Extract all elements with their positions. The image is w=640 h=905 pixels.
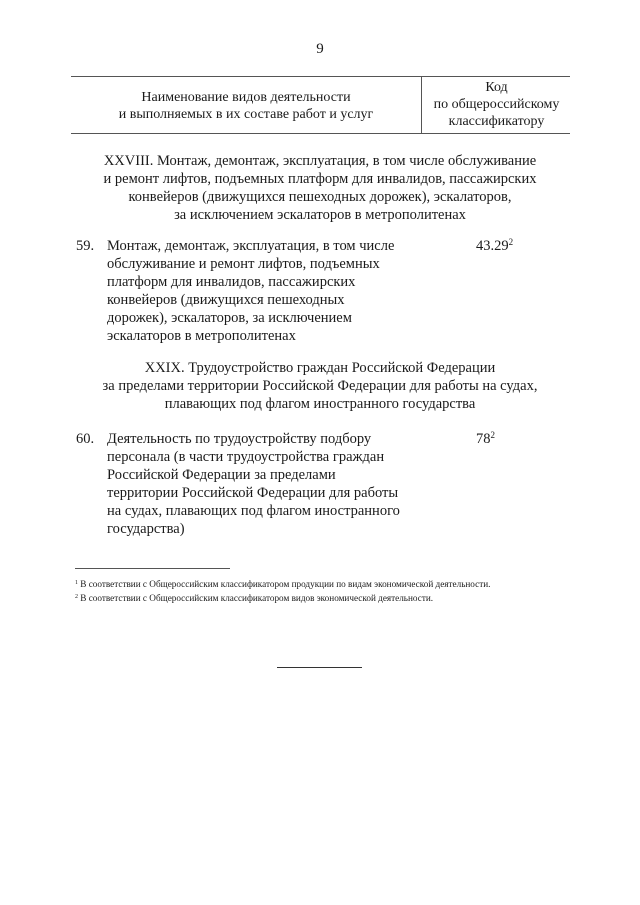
section-title-line: конвейеров (движущихся пешеходных дорожек), эскалаторов, <box>128 189 512 205</box>
item-code-footnote-mark: 2 <box>490 430 495 440</box>
footnote-mark: 1 <box>75 580 78 586</box>
footnote-separator <box>75 568 230 569</box>
table-header-code <box>423 79 570 130</box>
item-code-value: 43.29 <box>476 238 509 254</box>
header-line: Наименование видов деятельности <box>141 90 351 105</box>
table-top-rule <box>71 76 570 77</box>
document-end-rule <box>277 667 362 668</box>
item-line: конвейеров (движущихся пешеходных <box>107 292 345 308</box>
item-code <box>476 237 546 255</box>
item-code-footnote-mark: 2 <box>508 237 514 247</box>
item-line: территории Российской Федерации для работы <box>107 485 399 501</box>
footnote-mark: 2 <box>75 594 78 600</box>
page-number: 9 <box>316 41 324 57</box>
table-header-bottom-rule <box>71 133 570 134</box>
header-line: по общероссийскому <box>433 97 560 112</box>
item-line: государства) <box>107 521 185 537</box>
footnote-text: В соответствии с Общероссийским классификатором продукции по видам экономической деятельности. <box>80 579 491 589</box>
item-line: Российской Федерации за пределами <box>107 467 336 483</box>
section-title-line: за пределами территории Российской Федерации для работы на судах, <box>102 378 538 394</box>
item-number: 59. <box>76 238 95 254</box>
item-description <box>107 430 427 538</box>
section-title <box>71 152 569 224</box>
table-header-activity <box>71 89 421 123</box>
item-line: обслуживание и ремонт лифтов, подъемных <box>107 256 380 272</box>
footnotes <box>75 578 570 606</box>
header-line: Код <box>485 80 508 95</box>
item-line: Деятельность по трудоустройству подбору <box>107 431 372 447</box>
header-line: классификатору <box>448 114 545 129</box>
section-title-line: XXIX. Трудоустройство граждан Российской Федерации <box>144 360 496 376</box>
section-title-line: за исключением эскалаторов в метрополитенах <box>174 207 466 223</box>
footnote-text: В соответствии с Общероссийским классификатором видов экономической деятельности. <box>80 593 434 603</box>
item-code-value: 78 <box>476 431 491 447</box>
item-line: дорожек), эскалаторов, за исключением <box>107 310 352 326</box>
item-code <box>476 430 546 448</box>
section-title-line: и ремонт лифтов, подъемных платформ для инвалидов, пассажирских <box>103 171 537 187</box>
header-line: и выполняемых в их составе работ и услуг <box>118 107 374 122</box>
table-column-divider <box>421 76 422 133</box>
item-description <box>107 237 427 345</box>
item-line: Монтаж, демонтаж, эксплуатация, в том числе <box>107 238 395 254</box>
item-number: 60. <box>76 431 95 447</box>
section-title-line: XXVIII. Монтаж, демонтаж, эксплуатация, в том числе обслуживание <box>103 153 537 169</box>
section-title-line: плавающих под флагом иностранного государства <box>164 396 476 412</box>
item-line: персонала (в части трудоустройства граждан <box>107 449 385 465</box>
item-line: платформ для инвалидов, пассажирских <box>107 274 356 290</box>
footnote <box>75 578 570 590</box>
section-title <box>71 359 569 413</box>
item-line: эскалаторов в метрополитенах <box>107 328 296 344</box>
footnote <box>75 592 570 604</box>
item-line: на судах, плавающих под флагом иностранного <box>107 503 400 519</box>
